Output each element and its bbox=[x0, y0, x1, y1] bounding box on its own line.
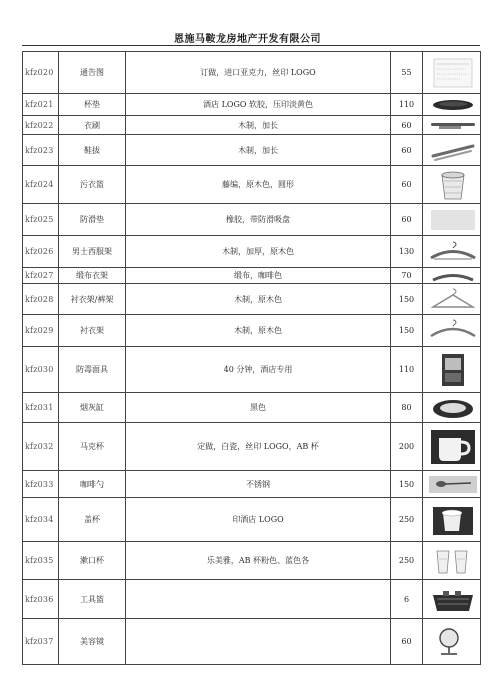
item-code: kfz029 bbox=[23, 315, 59, 347]
item-name: 缎布衣架 bbox=[59, 268, 126, 284]
product-photo bbox=[423, 498, 481, 542]
item-quantity: 60 bbox=[391, 619, 423, 665]
item-name: 衬衣架 bbox=[59, 315, 126, 347]
item-quantity: 55 bbox=[391, 52, 423, 94]
item-quantity: 60 bbox=[391, 204, 423, 236]
table-row bbox=[23, 268, 481, 284]
table-row bbox=[23, 166, 481, 204]
item-code: kfz021 bbox=[23, 94, 59, 116]
product-photo bbox=[423, 52, 481, 94]
page-title: 恩施马鞍龙房地产开发有限公司 bbox=[174, 34, 321, 45]
suit-hanger-photo bbox=[425, 237, 481, 267]
item-quantity: 250 bbox=[391, 542, 423, 580]
item-quantity: 6 bbox=[391, 580, 423, 619]
laundry-basket-photo bbox=[425, 167, 481, 203]
item-description: 不锈钢 bbox=[126, 471, 391, 498]
item-description: 木制，加长 bbox=[126, 135, 391, 166]
item-name: 污衣篮 bbox=[59, 166, 126, 204]
table-row bbox=[23, 284, 481, 315]
product-photo bbox=[423, 236, 481, 268]
product-photo bbox=[423, 284, 481, 315]
product-photo bbox=[423, 268, 481, 284]
item-code: kfz037 bbox=[23, 619, 59, 665]
item-quantity: 60 bbox=[391, 135, 423, 166]
product-photo bbox=[423, 471, 481, 498]
item-name: 男士西服架 bbox=[59, 236, 126, 268]
item-code: kfz030 bbox=[23, 347, 59, 393]
item-name: 防滑垫 bbox=[59, 204, 126, 236]
item-quantity: 150 bbox=[391, 471, 423, 498]
item-code: kfz024 bbox=[23, 166, 59, 204]
item-code: kfz028 bbox=[23, 284, 59, 315]
shirt-trouser-hanger-photo bbox=[425, 285, 481, 314]
item-description: 40 分钟，酒店专用 bbox=[126, 347, 391, 393]
product-photo bbox=[423, 423, 481, 471]
header-divider bbox=[22, 45, 480, 46]
mug-photo bbox=[425, 424, 481, 470]
table-row bbox=[23, 423, 481, 471]
item-description: 木制，原木色 bbox=[126, 315, 391, 347]
item-name: 烟灰缸 bbox=[59, 393, 126, 423]
vanity-mirror-photo bbox=[425, 620, 481, 664]
table-row bbox=[23, 498, 481, 542]
table-row bbox=[23, 471, 481, 498]
table-row bbox=[23, 204, 481, 236]
coffee-spoon-photo bbox=[425, 472, 481, 497]
notice-board-photo bbox=[425, 53, 481, 93]
product-photo bbox=[423, 542, 481, 580]
item-description: 定做，白瓷，丝印 LOGO，AB 杯 bbox=[126, 423, 391, 471]
table-row bbox=[23, 236, 481, 268]
item-quantity: 60 bbox=[391, 116, 423, 135]
item-code: kfz031 bbox=[23, 393, 59, 423]
item-code: kfz023 bbox=[23, 135, 59, 166]
item-name: 工具篮 bbox=[59, 580, 126, 619]
item-quantity: 250 bbox=[391, 498, 423, 542]
product-photo bbox=[423, 393, 481, 423]
lidded-cup-photo bbox=[425, 499, 481, 541]
tumbler-photo bbox=[425, 543, 481, 579]
item-description: 缎布，咖啡色 bbox=[126, 268, 391, 284]
item-quantity: 150 bbox=[391, 284, 423, 315]
item-quantity: 150 bbox=[391, 315, 423, 347]
shoehorn-photo bbox=[425, 136, 481, 165]
item-name: 鞋拔 bbox=[59, 135, 126, 166]
item-name: 漱口杯 bbox=[59, 542, 126, 580]
table-row bbox=[23, 116, 481, 135]
item-name: 咖啡勺 bbox=[59, 471, 126, 498]
item-code: kfz032 bbox=[23, 423, 59, 471]
item-code: kfz026 bbox=[23, 236, 59, 268]
item-code: kfz020 bbox=[23, 52, 59, 94]
item-description: 酒店 LOGO 软胶，压印淡黄色 bbox=[126, 94, 391, 116]
gas-mask-box-photo bbox=[425, 348, 481, 392]
clothes-brush-photo bbox=[425, 117, 481, 134]
table-row bbox=[23, 94, 481, 116]
product-photo bbox=[423, 580, 481, 619]
product-photo bbox=[423, 135, 481, 166]
item-quantity: 200 bbox=[391, 423, 423, 471]
item-name: 防毒面具 bbox=[59, 347, 126, 393]
item-description: 藤编，原木色，圆形 bbox=[126, 166, 391, 204]
table-row bbox=[23, 619, 481, 665]
item-name: 马克杯 bbox=[59, 423, 126, 471]
item-description: 订做，进口亚克力，丝印 LOGO bbox=[126, 52, 391, 94]
item-code: kfz036 bbox=[23, 580, 59, 619]
ashtray-photo bbox=[425, 394, 481, 422]
item-name: 杯垫 bbox=[59, 94, 126, 116]
item-quantity: 80 bbox=[391, 393, 423, 423]
item-code: kfz025 bbox=[23, 204, 59, 236]
table-row bbox=[23, 135, 481, 166]
item-description: 黑色 bbox=[126, 393, 391, 423]
anti-slip-mat-photo bbox=[425, 205, 481, 235]
item-code: kfz027 bbox=[23, 268, 59, 284]
shirt-hanger-photo bbox=[425, 316, 481, 346]
item-name: 盖杯 bbox=[59, 498, 126, 542]
item-description bbox=[126, 580, 391, 619]
tool-basket-photo bbox=[425, 581, 481, 618]
product-photo bbox=[423, 619, 481, 665]
item-description: 木制，原木色 bbox=[126, 284, 391, 315]
product-photo bbox=[423, 347, 481, 393]
product-photo bbox=[423, 166, 481, 204]
item-quantity: 110 bbox=[391, 347, 423, 393]
satin-hanger-photo bbox=[425, 269, 481, 283]
item-quantity: 70 bbox=[391, 268, 423, 284]
item-code: kfz033 bbox=[23, 471, 59, 498]
item-code: kfz022 bbox=[23, 116, 59, 135]
item-code: kfz035 bbox=[23, 542, 59, 580]
inventory-table bbox=[22, 51, 481, 665]
product-photo bbox=[423, 94, 481, 116]
item-description: 橡胶，带防滑吸盘 bbox=[126, 204, 391, 236]
item-name: 美容镜 bbox=[59, 619, 126, 665]
item-code: kfz034 bbox=[23, 498, 59, 542]
item-name: 衬衣架/裤架 bbox=[59, 284, 126, 315]
item-quantity: 60 bbox=[391, 166, 423, 204]
product-photo bbox=[423, 116, 481, 135]
item-description bbox=[126, 619, 391, 665]
table-row bbox=[23, 393, 481, 423]
item-quantity: 110 bbox=[391, 94, 423, 116]
coaster-photo bbox=[425, 95, 481, 115]
item-quantity: 130 bbox=[391, 236, 423, 268]
item-description: 木制，加长 bbox=[126, 116, 391, 135]
item-name: 通告图 bbox=[59, 52, 126, 94]
product-photo bbox=[423, 315, 481, 347]
item-description: 乐美雅，AB 杯粉色、蓝色各 bbox=[126, 542, 391, 580]
product-photo bbox=[423, 204, 481, 236]
table-row bbox=[23, 52, 481, 94]
item-description: 印酒店 LOGO bbox=[126, 498, 391, 542]
item-description: 木制，加厚，原木色 bbox=[126, 236, 391, 268]
table-row bbox=[23, 542, 481, 580]
table-row bbox=[23, 580, 481, 619]
table-row bbox=[23, 315, 481, 347]
table-row bbox=[23, 347, 481, 393]
item-name: 衣刷 bbox=[59, 116, 126, 135]
